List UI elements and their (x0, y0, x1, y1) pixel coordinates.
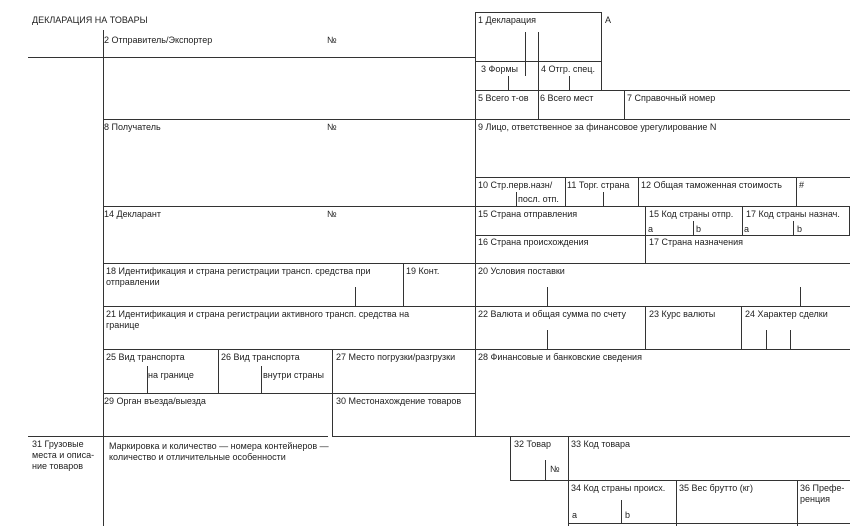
rule (742, 206, 743, 235)
field-24-label: 24 Характер сделки (745, 309, 828, 319)
rule (568, 436, 569, 526)
rule (547, 330, 548, 349)
rule (676, 480, 677, 526)
rule (793, 221, 794, 235)
field-26-sublabel: внутри страны (263, 370, 324, 380)
rule (645, 206, 646, 263)
rule (403, 263, 404, 306)
rule (103, 393, 475, 394)
field-34-sub-a: a (572, 510, 578, 520)
field-31-label: 31 Грузовые места и описа-ние товаров (32, 439, 95, 471)
field-7-label: 7 Справочный номер (627, 93, 716, 103)
rule (766, 330, 767, 349)
rule (147, 366, 148, 393)
field-14-number-sign: № (327, 209, 337, 219)
rule (103, 30, 104, 526)
rule (103, 119, 850, 120)
field-29-label: 29 Орган въезда/выезда (104, 396, 206, 406)
rule (525, 32, 526, 76)
field-21-label: 21 Идентификация и страна регистрации активного трансп. средства на границе (106, 309, 410, 330)
field-17-sub-b: b (797, 224, 803, 234)
field-4-label: 4 Отгр. спец. (541, 64, 595, 74)
rule (693, 221, 694, 235)
rule (28, 57, 475, 58)
rule (355, 287, 356, 306)
field-12-label: 12 Общая таможенная стоимость (641, 180, 782, 190)
rule (796, 177, 797, 206)
rule (800, 287, 801, 306)
rule (475, 12, 476, 436)
field-30-label: 30 Местонахождение товаров (336, 396, 462, 406)
field-8-label: 8 Получатель (104, 122, 161, 132)
rule (645, 306, 646, 349)
rule (603, 192, 604, 206)
field-25-sublabel: на границе (148, 370, 194, 380)
field-14-label: 14 Декларант (104, 209, 162, 219)
field-15-label: 15 Страна отправления (478, 209, 578, 219)
field-20-label: 20 Условия поставки (478, 266, 565, 276)
field-34-sub-b: b (625, 510, 631, 520)
field-18-label: 18 Идентификация и страна регистрации трансп. средства при отправлении (106, 266, 371, 287)
field-32-label: 32 Товар (514, 439, 552, 449)
field-25-label: 25 Вид транспорта (106, 352, 185, 362)
field-28-label: 28 Финансовые и банковские сведения (478, 352, 642, 362)
field-8-number-sign: № (327, 122, 337, 132)
field-22-label: 22 Валюта и общая сумма по счету (478, 309, 626, 319)
field-26-label: 26 Вид транспорта (221, 352, 300, 362)
rule (103, 263, 850, 264)
field-10-sublabel: посл. отп. (518, 194, 559, 204)
rule (741, 306, 742, 349)
rule (475, 177, 850, 178)
rule (475, 436, 850, 437)
field-13-label: # (799, 180, 805, 190)
rule (28, 436, 328, 437)
rule (103, 206, 850, 207)
rule (797, 480, 798, 526)
field-11-label: 11 Торг. страна (567, 180, 630, 190)
field-3-label: 3 Формы (481, 64, 519, 74)
rule (638, 177, 639, 206)
field-1-letter-a: А (605, 15, 612, 25)
rule (475, 90, 850, 91)
field-16-label: 16 Страна происхождения (478, 237, 589, 247)
rule (621, 500, 622, 523)
field-23-label: 23 Курс валюты (649, 309, 716, 319)
rule (545, 460, 546, 480)
rule (475, 235, 850, 236)
field-2-label: 2 Отправитель/Экспортер (104, 35, 213, 45)
rule (547, 287, 548, 306)
rule (475, 12, 601, 13)
field-6-label: 6 Всего мест (540, 93, 594, 103)
field-17-code-label: 17 Код страны назнач. (746, 209, 840, 219)
field-15-sub-a: a (648, 224, 654, 234)
field-33-label: 33 Код товара (571, 439, 631, 449)
rule (508, 76, 509, 90)
field-1-label: 1 Декларация (478, 15, 536, 25)
rule (332, 436, 475, 437)
field-36-label: 36 Префе-ренция (800, 483, 845, 504)
rule (601, 12, 602, 90)
field-35-label: 35 Вес брутто (кг) (679, 483, 753, 493)
form-title: ДЕКЛАРАЦИЯ НА ТОВАРЫ (32, 15, 148, 25)
rule (565, 177, 566, 206)
field-17-sub-a: a (744, 224, 750, 234)
field-5-label: 5 Всего т-ов (478, 93, 529, 103)
rule (849, 206, 850, 235)
field-2-number-sign: № (327, 35, 337, 45)
rule (568, 523, 850, 524)
field-27-label: 27 Место погрузки/разгрузки (336, 352, 456, 362)
field-9-label: 9 Лицо, ответственное за финансовое урегулирование N (478, 122, 717, 132)
field-31-description: Маркировка и количество — номера контейнеров — количество и отличительные особенности (109, 441, 329, 462)
rule (332, 349, 333, 436)
rule (510, 480, 850, 481)
rule (569, 76, 570, 90)
rule (218, 349, 219, 393)
field-10-label: 10 Стр.перв.назн/ (478, 180, 553, 190)
rule (261, 366, 262, 393)
field-19-label: 19 Конт. (406, 266, 440, 276)
rule (538, 32, 539, 119)
rule (516, 192, 517, 206)
field-15-code-label: 15 Код страны отпр. (649, 209, 734, 219)
rule (103, 306, 850, 307)
field-32-number-sign: № (550, 464, 560, 474)
field-17-label: 17 Страна назначения (649, 237, 743, 247)
rule (103, 349, 850, 350)
rule (790, 330, 791, 349)
field-15-sub-b: b (696, 224, 702, 234)
rule (510, 436, 511, 480)
rule (624, 90, 625, 119)
field-34-label: 34 Код страны происх. (571, 483, 666, 493)
